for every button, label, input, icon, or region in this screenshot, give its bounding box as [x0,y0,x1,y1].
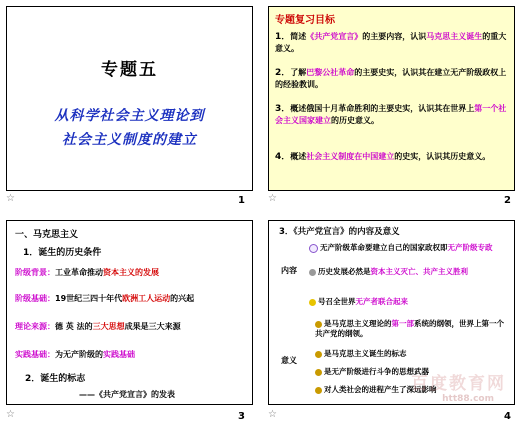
slide-2-heading: 专题复习目标 [275,15,335,26]
star-icon: ☆ [6,409,15,420]
objective-item-3: 3．概述俄国十月革命胜利的主要史实，认识其在世界上第一个社会主义国家建立的历史意义。 [275,104,507,125]
slide-1-subtitle-line2: 社会主义制度的建立 [62,132,197,148]
label-content: 内容 [281,266,297,275]
watermark: 百度教育网 [411,374,506,394]
star-icon: ☆ [268,409,277,420]
content-item-3: 号召全世界无产者联合起来 [309,297,408,307]
condition-row-1: 阶级背景：工业革命推动资本主义的发展 [15,268,159,277]
content-item-2: 历史发展必然是资本主义灭亡、共产主义胜利 [309,267,509,277]
slide-3-section-2: 2．诞生的标志 [25,374,86,384]
circle-bullet-icon [309,244,318,253]
meaning-item-4: 对人类社会的进程产生了深远影响 [315,385,437,395]
page-number-1: 1 [238,195,245,206]
slide-3-heading: 一、马克思主义 [15,230,79,240]
objective-item-4: 4．概述社会主义制度在中国建立的史实，认识其历史意义。 [275,152,491,162]
slide-3[interactable] [6,220,253,405]
page-number-3: 3 [238,411,245,422]
circle-bullet-icon [309,299,316,306]
condition-row-3: 理论来源：德 英 法的三大思想成果是三大来源 [15,322,181,331]
condition-row-2: 阶级基础：19世纪三四十年代欧洲工人运动的兴起 [15,294,195,303]
slide-1[interactable] [6,6,253,191]
slide-3-mark: ——《共产党宣言》的发表 [79,390,175,399]
objective-item-2: 2．了解巴黎公社革命的主要史实，认识其在建立无产阶级政权上的经验教训。 [275,68,507,89]
label-meaning: 意义 [281,356,297,365]
watermark-url: htt88.com [442,394,494,404]
circle-bullet-icon [315,369,322,376]
content-item-1: 无产阶级革命要建立自己的国家政权即无产阶级专政 [309,243,509,253]
meaning-item-1: 是马克思主义理论的第一部系统的纲领，世界上第一个共产党的纲领。 [315,319,504,338]
meaning-item-2: 是马克思主义诞生的标志 [315,349,407,359]
objective-item-1: 1．简述《共产党宣言》的主要内容，认识马克思主义诞生的重大意义。 [275,32,507,53]
slide-4-heading: 3．《共产党宣言》的内容及意义 [279,227,400,237]
meaning-item-3: 是无产阶级进行斗争的思想武器 [315,367,429,377]
page-number-2: 2 [504,195,511,206]
star-icon: ☆ [6,193,15,204]
circle-bullet-icon [315,387,322,394]
slide-2[interactable] [268,6,515,191]
star-icon: ☆ [268,193,277,204]
slide-1-title: 专题五 [101,60,158,80]
condition-row-4: 实践基础：为无产阶级的实践基础 [15,350,135,359]
page-number-4: 4 [504,411,511,422]
circle-bullet-icon [315,351,322,358]
slide-3-section-1: 1．诞生的历史条件 [23,248,102,258]
circle-bullet-icon [315,321,322,328]
slide-1-subtitle-line1: 从科学社会主义理论到 [54,108,205,124]
circle-bullet-icon [309,269,316,276]
slide-4[interactable] [268,220,515,405]
